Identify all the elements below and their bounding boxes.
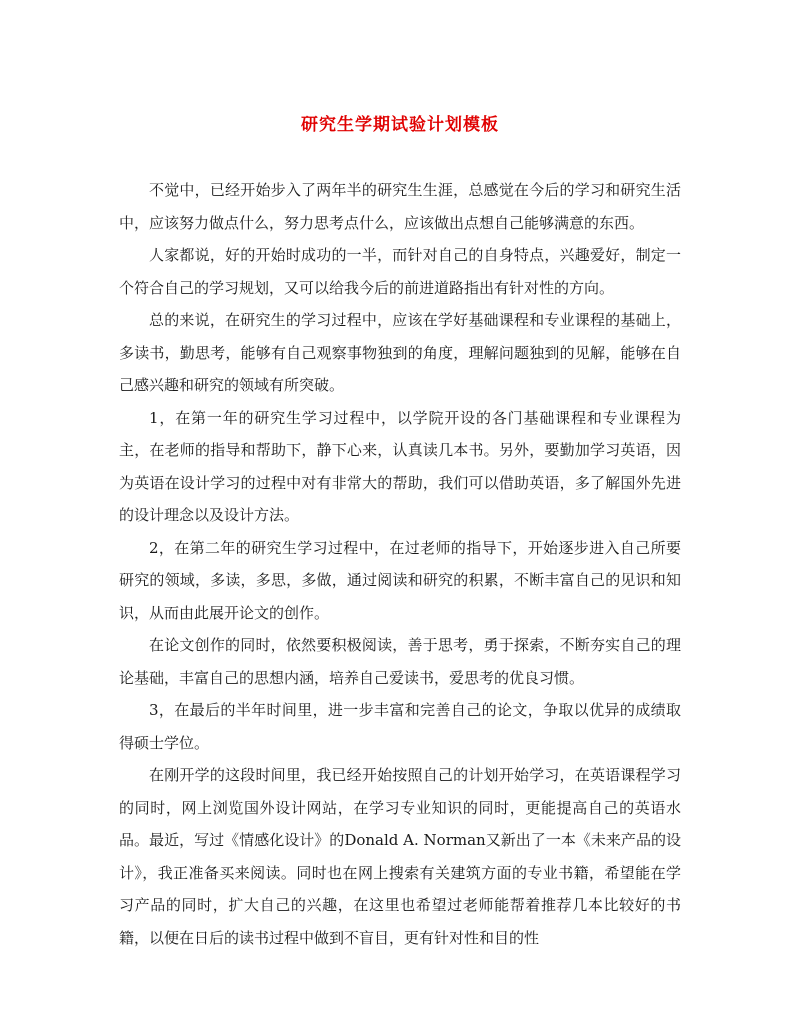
paragraph-intro: 不觉中，已经开始步入了两年半的研究生生涯，总感觉在今后的学习和研究生活中，应该努力做点什么，努力思考点什么，应该做出点想自己能够满意的东西。: [119, 181, 681, 232]
document-title: 研究生学期试验计划模板: [301, 115, 499, 135]
paragraph-first-year: 1，在第一年的研究生学习过程中，以学院开设的各门基础课程和专业课程为主，在老师的指导和帮助下，静下心来，认真读几本书。另外，要勤加学习英语，因为英语在设计学习的过程中对有非常大的帮助，我们可以借助英语，多了解国外先进的设计理念以及设计方法。: [119, 408, 681, 524]
paragraph-good-start: 人家都说，好的开始时成功的一半，而针对自己的自身特点，兴趣爱好，制定一个符合自己的学习规划，又可以给我今后的前进道路指出有针对性的方向。: [119, 246, 681, 297]
paragraph-current-progress: 在刚开学的这段时间里，我已经开始按照自己的计划开始学习，在英语课程学习的同时，网上浏览国外设计网站，在学习专业知识的同时，更能提高自己的英语水品。最近，写过《情感化设计》的Donald A. Norman又新出了一本《未来产品的设计》，我正准备买来阅读。同时也在网上搜索有关建筑方面的专业书籍，希望能在学习产品的同时，扩大自己的兴趣，在这里也希望过老师能帮着推荐几本比较好的书籍，以便在日后的读书过程中做到不盲目，更有针对性和目的性: [119, 766, 681, 947]
paragraph-second-year: 2，在第二年的研究生学习过程中，在过老师的指导下，开始逐步进入自己所要研究的领域，多读，多思，多做，通过阅读和研究的积累，不断丰富自己的见识和知识，从而由此展开论文的创作。: [119, 538, 681, 622]
paragraph-thesis-writing: 在论文创作的同时，依然要积极阅读，善于思考，勇于探索，不断夯实自己的理论基础，丰富自己的思想内涵，培养自己爱读书，爱思考的优良习惯。: [119, 636, 681, 687]
document-body: [119, 174, 681, 954]
paragraph-overview: 总的来说，在研究生的学习过程中，应该在学好基础课程和专业课程的基础上，多读书，勤思考，能够有自己观察事物独到的角度，理解问题独到的见解，能够在自己感兴趣和研究的领域有所突破。: [119, 311, 681, 394]
paragraph-final-half-year: 3，在最后的半年时间里，进一步丰富和完善自己的论文，争取以优异的成绩取得硕士学位。: [119, 701, 681, 752]
